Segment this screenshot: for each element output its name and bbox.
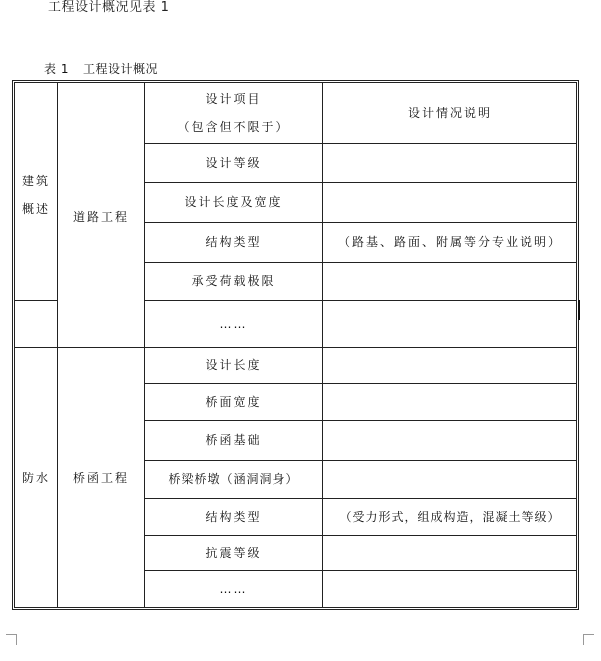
table-row-item	[145, 421, 322, 460]
table-cell-item: 结构类型	[205, 509, 262, 524]
table-cell-desc: （受力形式，组成构造，混凝土等级）	[339, 509, 561, 524]
table-cell-item: 桥函基础	[205, 433, 262, 448]
table-caption-number: 表 1	[44, 62, 69, 76]
table-row-desc	[323, 499, 577, 535]
page-corner-mark-right	[583, 634, 594, 645]
header-item: 设计项目	[205, 91, 262, 106]
table-cell-item: 抗震等级	[205, 545, 262, 560]
table-row-item	[145, 223, 322, 262]
table-row-item	[145, 348, 322, 383]
group2-category: 防水	[21, 470, 50, 485]
header-item-cell	[145, 83, 322, 143]
group1-category-line2: 概述	[21, 202, 50, 216]
page-corner-mark-left	[6, 634, 17, 645]
table-cell-item: 设计长度及宽度	[184, 195, 283, 210]
table-row-item	[145, 183, 322, 222]
table-row-item	[145, 263, 322, 300]
row-divider	[14, 300, 57, 301]
table-row-item	[145, 536, 322, 570]
document-heading: 工程设计概况见表 1	[48, 0, 170, 15]
group1-subcategory: 道路工程	[72, 210, 129, 225]
table-cell-item: 结构类型	[205, 235, 262, 250]
table-row-desc	[323, 223, 577, 262]
table-row-item	[145, 499, 322, 535]
group1-category-cell	[15, 145, 57, 245]
header-desc-cell	[323, 83, 577, 143]
table-cell-item: 设计等级	[205, 155, 262, 170]
table-cell-desc: （路基、路面、附属等分专业说明）	[337, 235, 562, 250]
group1-subcategory-cell	[58, 180, 144, 255]
table-cell-item: ……	[219, 582, 248, 597]
group2-subcategory: 桥函工程	[72, 470, 129, 485]
table-row-item	[145, 301, 322, 347]
table-cell-item: 设计长度	[205, 358, 262, 373]
table-row-item	[145, 571, 322, 608]
table-cell-item: 桥梁桥墩（涵洞洞身）	[168, 472, 299, 487]
table-row-item	[145, 144, 322, 182]
table-row-item	[145, 461, 322, 498]
table-caption	[44, 60, 158, 77]
group2-category-cell	[15, 348, 57, 608]
table-cell-item: 承受荷载极限	[191, 274, 276, 289]
group1-category-line1: 建筑	[21, 173, 50, 188]
table-caption-title: 工程设计概况	[82, 62, 158, 76]
text-cursor	[578, 300, 580, 320]
table-cell-item: ……	[219, 316, 248, 331]
header-item-note: （包含但不限于）	[177, 120, 290, 134]
table-cell-item: 桥面宽度	[205, 394, 262, 409]
group2-subcategory-cell	[58, 348, 144, 608]
table-row-item	[145, 384, 322, 420]
header-desc: 设计情况说明	[407, 105, 492, 120]
